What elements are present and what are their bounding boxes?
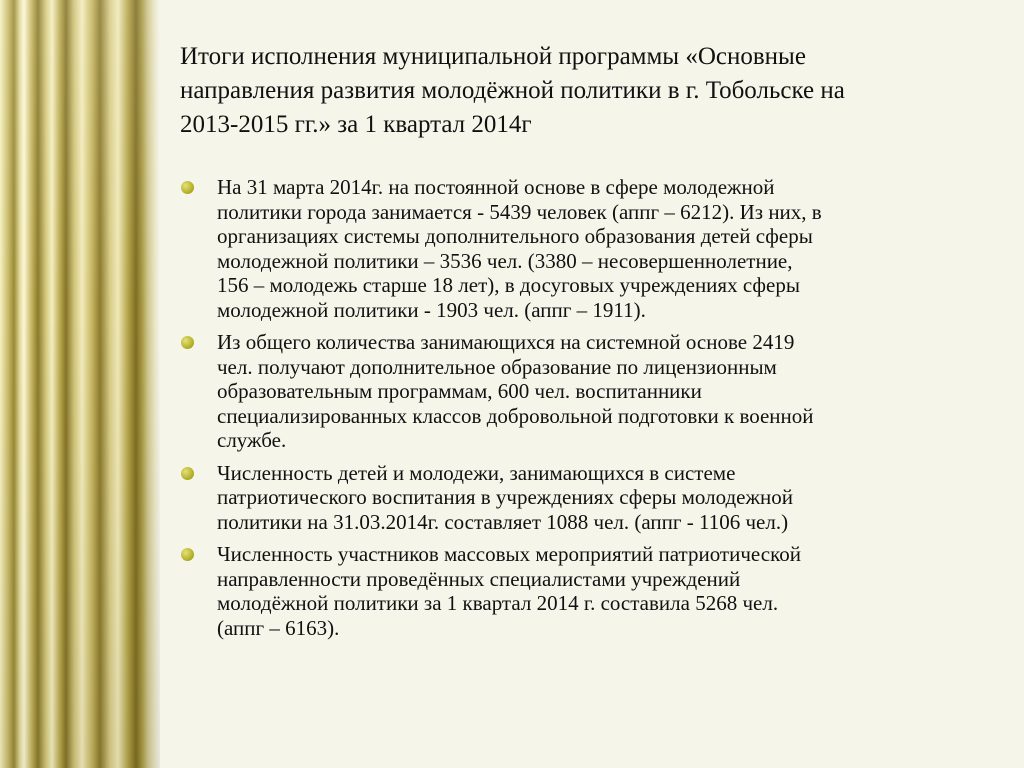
bullet-text: Численность детей и молодежи, занимающихся в системе патриотического воспитания в учреждениях сферы молодежной политики на 31.03.2014г. составляет 1088 чел. (аппг - 1106 чел.) [217,460,793,534]
slide-title [180,40,980,142]
bullet-list [180,175,970,648]
bullet-text: На 31 марта 2014г. на постоянной основе в сфере молодежной политики города занимается - 5439 человек (аппг – 6212). Из них, в организациях системы дополнительного образования детей сферы молодежной политики – 3536 чел. (3380 – несовершеннолетние, 156 – молодежь старше 18 лет), в досуговых учреждениях сферы молодежной политики - 1903 чел. (аппг – 1911). [217,175,822,322]
title-line-3: 2013-2015 гг.» за 1 квартал 2014г [180,111,532,138]
bullet-item-staff-count [180,175,970,322]
title-line-2: направления развития молодёжной политики в г. Тобольске на [180,77,845,104]
bullet-dot-icon [181,181,194,194]
bullet-text: Численность участников массовых мероприятий патриотической направленности проведённых специалистами учреждений молодёжной политики за 1 квартал 2014 г. составила 5268 чел. (аппг – 6163). [217,542,801,640]
bullet-text: Из общего количества занимающихся на системной основе 2419 чел. получают дополнительное образование по лицензионным образовательным программам, 600 чел. воспитанники специализированных классов добровольной подготовки к военной службе. [217,330,814,452]
bullet-dot-icon [181,548,194,561]
bullet-dot-icon [181,336,194,349]
bullet-item-patriotic-education [180,461,970,535]
decorative-gold-border [0,0,160,768]
bullet-item-additional-education [180,330,970,453]
title-line-1: Итоги исполнения муниципальной программы «Основные [180,43,806,70]
bullet-item-mass-events [180,542,970,640]
bullet-dot-icon [181,467,194,480]
